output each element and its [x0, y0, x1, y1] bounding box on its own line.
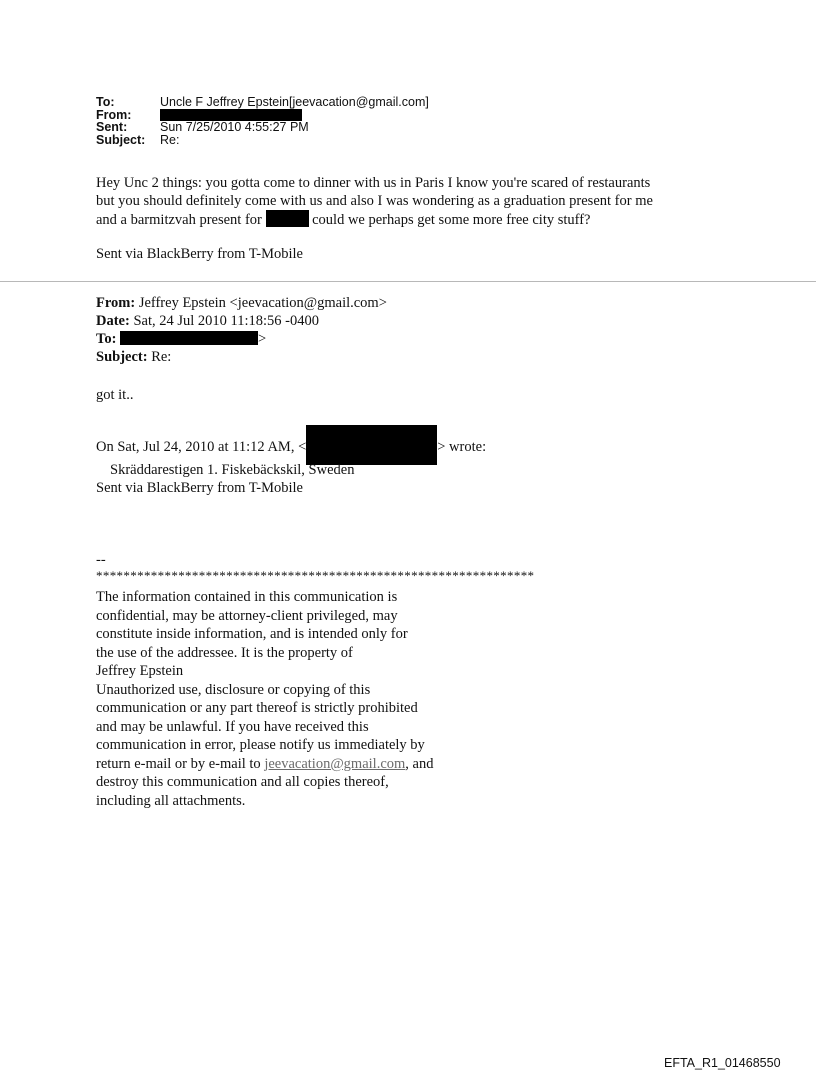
sent-label: Sent: — [96, 120, 128, 134]
disclaimer-line-start: return e-mail or by e-mail to — [96, 755, 265, 772]
disclaimer-line: the use of the addressee. It is the property of — [96, 644, 353, 661]
sent-value: Sun 7/25/2010 4:55:27 PM — [160, 120, 309, 134]
to-label: To: — [96, 95, 115, 109]
disclaimer-line: and may be unlawful. If you have received this — [96, 718, 369, 735]
redaction-box — [306, 425, 437, 465]
reply-body: got it.. — [96, 387, 134, 403]
email-link[interactable]: jeevacation@gmail.com — [264, 755, 406, 772]
quoted-from-value: Jeffrey Epstein <jeevacation@gmail.com> — [138, 295, 387, 311]
email-header — [96, 96, 429, 146]
wrote-prefix: On Sat, Jul 24, 2010 at 11:12 AM, < — [96, 439, 307, 455]
quoted-to-suffix: > — [258, 331, 267, 347]
message-line: Hey Unc 2 things: you gotta come to dinner with us in Paris I know you're scared of restaurants — [96, 175, 651, 191]
signature: Sent via BlackBerry from T-Mobile — [96, 480, 303, 496]
quoted-to-row — [96, 330, 387, 348]
wrote-line — [96, 425, 486, 465]
message-line — [96, 210, 736, 229]
message-line: but you should definitely come with us and also I was wondering as a graduation present for me — [96, 193, 653, 209]
from-label: From: — [96, 107, 132, 122]
wrote-suffix: > wrote: — [437, 439, 487, 455]
quoted-to-label: To: — [96, 331, 117, 347]
document-id: EFTA_R1_01468550 — [664, 1056, 781, 1070]
message-body — [96, 174, 736, 229]
quoted-subject-label: Subject: — [96, 349, 148, 365]
quoted-from-label: From: — [96, 295, 136, 311]
disclaimer-line: destroy this communication and all copies thereof, — [96, 774, 389, 790]
disclaimer — [96, 588, 476, 810]
subject-label: Subject: — [96, 132, 146, 147]
message-line-start: and a barmitzvah present for — [96, 212, 262, 228]
quoted-date-value: Sat, 24 Jul 2010 11:18:56 -0400 — [133, 313, 320, 329]
header-sent-row — [96, 121, 429, 134]
separator-dash: -- — [96, 552, 106, 568]
message-line-end: could we perhaps get some more free city stuff? — [312, 212, 591, 228]
disclaimer-line: including all attachments. — [96, 792, 246, 809]
disclaimer-line — [96, 755, 476, 774]
disclaimer-line: Jeffrey Epstein — [96, 663, 184, 679]
to-value: Uncle F Jeffrey Epstein[jeevacation@gmail.com] — [160, 95, 429, 109]
disclaimer-line: confidential, may be attorney-client privileged, may — [96, 607, 398, 624]
header-subject-row — [96, 134, 429, 147]
separator-stars: **************************************************************** — [96, 568, 535, 583]
disclaimer-line: Unauthorized use, disclosure or copying of this — [96, 681, 371, 698]
redaction-box — [160, 109, 302, 121]
signature: Sent via BlackBerry from T-Mobile — [96, 246, 303, 262]
header-to-row — [96, 96, 429, 109]
disclaimer-line: communication or any part thereof is strictly prohibited — [96, 700, 418, 716]
quoted-from-row — [96, 294, 387, 312]
quoted-subject-row — [96, 348, 387, 366]
quoted-header — [96, 294, 387, 366]
redaction-box — [266, 210, 309, 227]
disclaimer-line: communication in error, please notify us immediately by — [96, 737, 425, 753]
disclaimer-line-end: , and — [405, 755, 434, 772]
disclaimer-line: The information contained in this communication is — [96, 589, 398, 605]
quoted-date-row — [96, 312, 387, 330]
divider — [0, 281, 816, 282]
disclaimer-line: constitute inside information, and is intended only for — [96, 626, 408, 642]
redaction-box — [120, 331, 258, 345]
quoted-date-label: Date: — [96, 313, 130, 329]
subject-value: Re: — [160, 132, 180, 147]
address-line: Skräddarestigen 1. Fiskebäckskil, Sweden — [110, 462, 355, 478]
quoted-subject-value: Re: — [151, 349, 172, 365]
